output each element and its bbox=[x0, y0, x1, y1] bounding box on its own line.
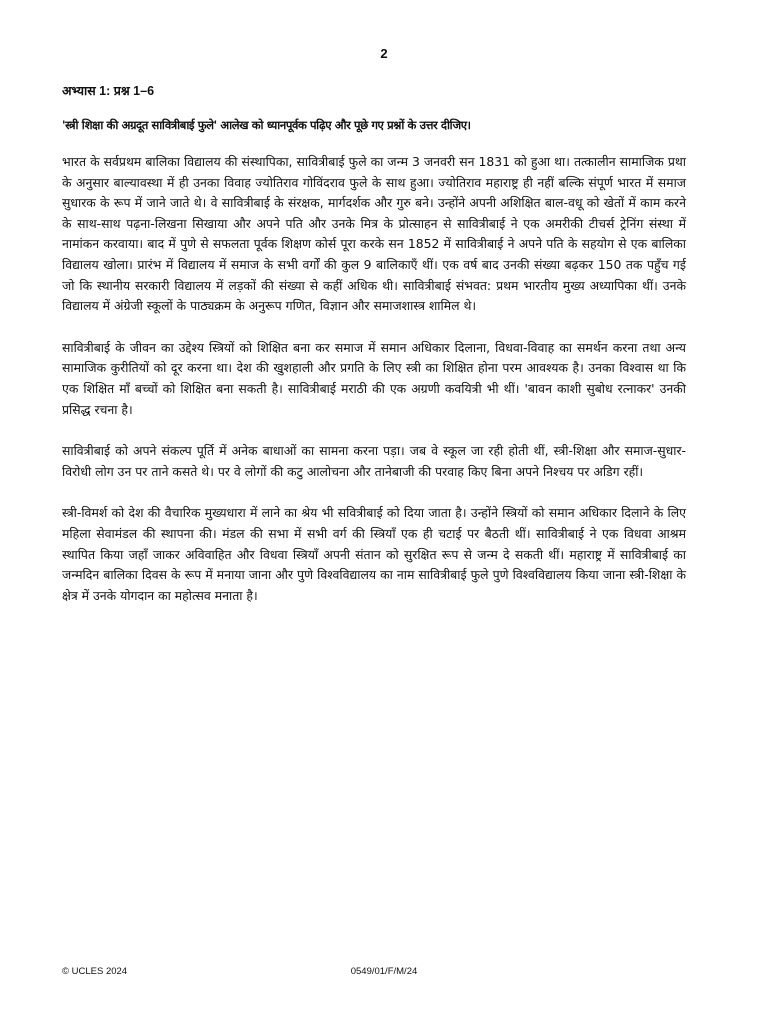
footer-copyright: © UCLES 2024 bbox=[62, 966, 128, 977]
section-heading: अभ्यास 1: प्रश्न 1–6 bbox=[62, 84, 155, 98]
passage-paragraph-2: सावित्रीबाई के जीवन का उद्देश्य स्त्रियों को शिक्षित बना कर समाज में समान अधिकार दिलाना, विधवा-विवाह का समर्थन करना तथा अन्य सामाजिक कुरीतियों को दूर करना था। देश की खुशहाली और प्रगति के लिए स्त्री का शिक्षित होना परम आवश्यक है। उनका विश्वास था कि एक शिक्षित माँ बच्चों को शिक्षित बना सकती है। सावित्रीबाई मराठी की एक अग्रणी कवयित्री भी थीं। 'बावन काशी सुबोध रत्नाकर' उनकी प्रसिद्ध रचना है। bbox=[62, 339, 686, 417]
page-number: 2 bbox=[380, 46, 388, 61]
passage-paragraph-4: स्त्री-विमर्श को देश की वैचारिक मुख्यधारा में लाने का श्रेय भी सवित्रीबाई को दिया जाता है। उन्होंने स्त्रियों को समान अधिकार दिलाने के लिए महिला सेवामंडल की स्थापना की। मंडल की सभा में सभी वर्ग की स्त्रियाँ एक ही चटाई पर बैठती थीं। सावित्रीबाई ने एक विधवा आश्रम स्थापित किया जहाँ जाकर अविवाहित और विधवा स्त्रियाँ अपनी संतान को सुरक्षित रूप से जन्म दे सकती थीं। महाराष्ट्र में सावित्रीबाई का जन्मदिन बालिका दिवस के रूप में मनाया जाना और पुणे विश्वविद्यालय का नाम सावित्रीबाई फुले पुणे विश्वविद्यालय किया जाना स्त्री-शिक्षा के क्षेत्र में उनके योगदान का महोत्सव मनाता है। bbox=[62, 505, 686, 603]
instruction-text: 'स्त्री शिक्षा की अग्रदूत सावित्रीबाई फुले' आलेख को ध्यानपूर्वक पढ़िए और पूछे गए प्रश्नों के उत्तर दीजिए। bbox=[62, 118, 471, 132]
passage-paragraph-3: सावित्रीबाई को अपने संकल्प पूर्ति में अनेक बाधाओं का सामना करना पड़ा। जब वे स्कूल जा रही होती थीं, स्त्री-शिक्षा और समाज-सुधार-विरोधी लोग उन पर ताने कसते थे। पर वे लोगों की कटु आलोचना और तानेबाजी की परवाह किए बिना अपने निश्चय पर अडिग रहीं। bbox=[62, 443, 686, 479]
passage bbox=[62, 152, 686, 627]
footer-paper-code: 0549/01/F/M/24 bbox=[350, 966, 418, 977]
passage-paragraph-1: भारत के सर्वप्रथम बालिका विद्यालय की संस्थापिका, सावित्रीबाई फुले का जन्म 3 जनवरी सन 1831 को हुआ था। तत्कालीन सामाजिक प्रथा के अनुसार बाल्यावस्था में ही उनका विवाह ज्योतिराव गोविंदराव फुले के साथ हुआ। ज्योतिराव महाराष्ट्र ही नहीं बल्कि संपूर्ण भारत में समाज सुधारक के रूप में जाने जाते थे। वे सावित्रीबाई के संरक्षक, मार्गदर्शक और गुरु बने। उन्होंने अपनी अशिक्षित बाल-वधू को खेतों में काम करने के साथ-साथ पढ़ना-लिखना सिखाया और अपने पति और उनके मित्र के प्रोत्साहन से सावित्रीबाई ने एक अमरीकी टीचर्स ट्रेनिंग संस्था में नामांकन करवाया। बाद में पुणे से सफलता पूर्वक शिक्षण कोर्स पूरा करके सन 1852 में सावित्रीबाई ने अपने पति के सहयोग से एक बालिका विद्यालय खोला। प्रारंभ में विद्यालय में समाज के सभी वर्गों की कुल 9 बालिकाएँ थीं। एक वर्ष बाद उनकी संख्या बढ़कर 150 तक पहुँच गई जो कि स्थानीय सरकारी विद्यालय में लड़कों की संख्या से कहीं अधिक थी। सावित्रीबाई संभवत: प्रथम भारतीय मुख्य अध्यापिका थीं। उनके विद्यालय में अंग्रेजी स्कूलों के पाठ्यक्रम के अनुरूप गणित, विज्ञान और समाजशास्त्र शामिल थे। bbox=[62, 154, 686, 314]
